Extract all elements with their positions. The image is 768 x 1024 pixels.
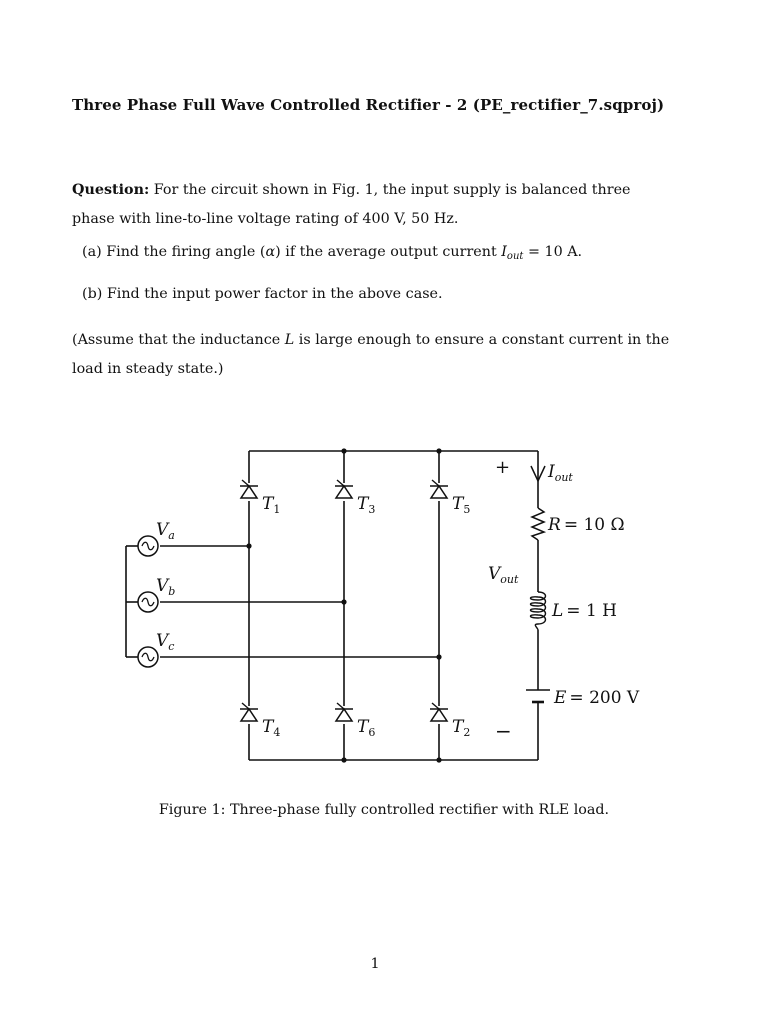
assumption-pre: (Assume that the inductance <box>72 332 285 348</box>
iout-sub: out <box>506 251 524 262</box>
rectifier-circuit-diagram <box>0 400 768 800</box>
item-a-pre: Find the firing angle ( <box>106 244 266 260</box>
item-a-marker: (a) <box>82 244 102 260</box>
label-vc: $V_c$ <box>156 631 175 653</box>
junction-dot <box>341 448 346 453</box>
resistor-icon <box>532 508 544 540</box>
assumption-var: L <box>284 332 295 348</box>
junction-dot <box>246 543 251 548</box>
label-va: $V_a$ <box>156 520 175 542</box>
label-vout: $V_{out}$ <box>488 564 519 586</box>
question-label: Question: <box>72 182 150 198</box>
inductor-icon <box>531 592 546 630</box>
label-vb: $V_b$ <box>156 576 176 598</box>
circuit-wires <box>126 451 538 760</box>
question-paragraph <box>72 176 672 234</box>
battery-icon <box>526 690 550 702</box>
junction-dot <box>436 757 441 762</box>
thyristor-t1-icon <box>240 480 258 501</box>
label-t4: $T_4$ <box>262 717 281 739</box>
page-number: 1 <box>370 956 380 972</box>
item-a-mid: ) if the average output current <box>275 244 502 260</box>
question-text: For the circuit shown in Fig. 1, the input supply is balanced three phase with line-to-line voltage rating of 400 V, 50 Hz. <box>72 182 631 227</box>
minus-sign: − <box>495 719 512 743</box>
page-title: Three Phase Full Wave Controlled Rectifier - 2 (PE_rectifier_7.sqproj) <box>72 96 665 114</box>
item-b-marker: (b) <box>82 286 103 302</box>
question-item-a <box>82 244 582 262</box>
thyristor-t3-icon <box>335 480 353 501</box>
figure-caption: Figure 1: Three-phase fully controlled rectifier with RLE load. <box>158 802 610 818</box>
junction-dot <box>341 757 346 762</box>
assumption-post: is large enough to ensure a constant current in the load in steady state.) <box>72 332 670 377</box>
junction-dot <box>436 448 441 453</box>
label-t1: $T_1$ <box>262 494 281 516</box>
thyristor-t4-icon <box>240 703 258 724</box>
label-t5: $T_5$ <box>452 494 471 516</box>
label-emf: E = 200 V <box>554 688 640 708</box>
ac-source-b-icon <box>138 592 158 612</box>
question-item-b <box>82 286 443 302</box>
label-iout: $I_{out}$ <box>548 462 573 484</box>
thyristor-t5-icon <box>430 480 448 501</box>
junction-dot <box>436 654 441 659</box>
thyristor-t2-icon <box>430 703 448 724</box>
label-t6: $T_6$ <box>357 717 376 739</box>
label-t2: $T_2$ <box>452 717 471 739</box>
label-resistor: R = 10 Ω <box>548 515 625 535</box>
label-t3: $T_3$ <box>357 494 376 516</box>
junction-dot <box>341 599 346 604</box>
ac-source-a-icon <box>138 536 158 556</box>
assumption-paragraph <box>72 326 672 384</box>
alpha-symbol: α <box>265 244 276 260</box>
thyristor-t6-icon <box>335 703 353 724</box>
ac-source-c-icon <box>138 647 158 667</box>
label-inductor: L = 1 H <box>552 601 617 621</box>
item-a-post: = 10 A. <box>523 244 583 260</box>
iout-var: I <box>501 244 507 260</box>
plus-sign: + <box>495 457 511 478</box>
item-b-text: Find the input power factor in the above case. <box>106 286 443 302</box>
